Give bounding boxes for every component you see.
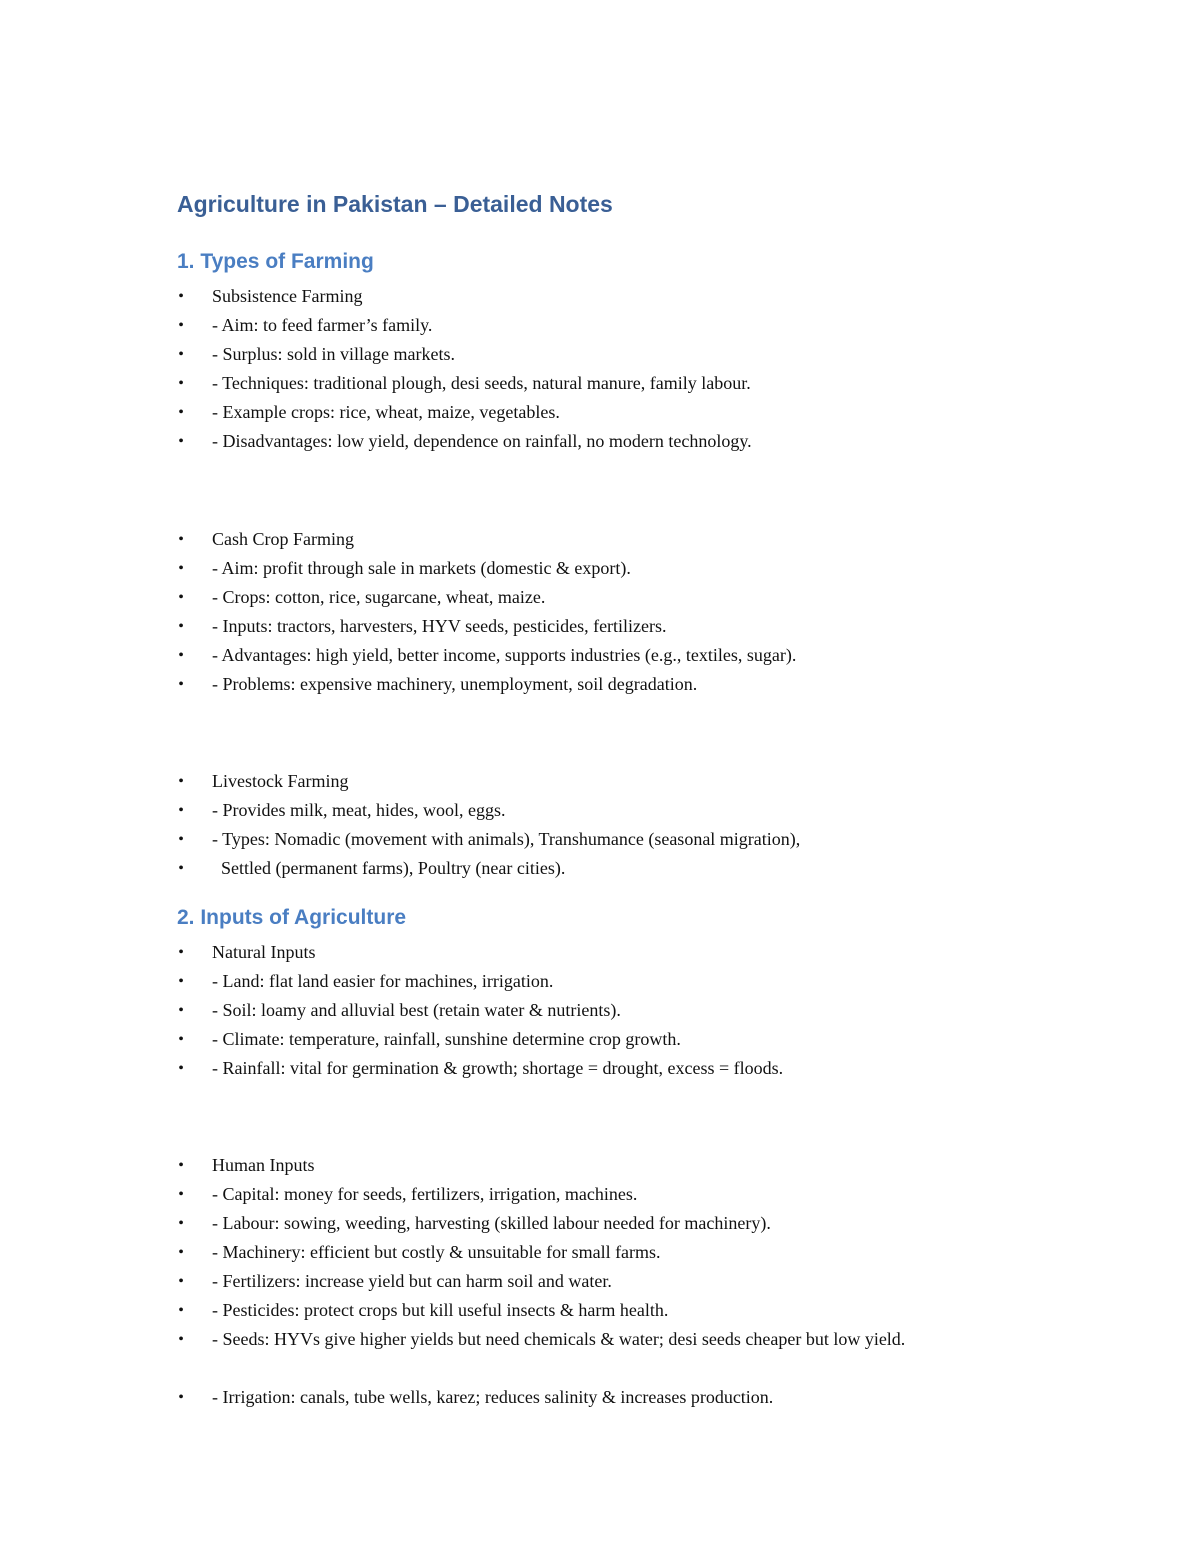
list-item-text: - Land: flat land easier for machines, irrigation.	[212, 971, 554, 991]
list-item-text: - Rainfall: vital for germination & growth; shortage = drought, excess = floods.	[212, 1058, 784, 1078]
bullet-icon: •	[178, 773, 184, 790]
bullet-icon: •	[178, 1002, 184, 1019]
list-item-text: - Problems: expensive machinery, unemployment, soil degradation.	[212, 674, 698, 694]
list-item-text: Settled (permanent farms), Poultry (near cities).	[212, 858, 566, 878]
bullet-icon: •	[178, 1302, 184, 1319]
list-item-text: - Pesticides: protect crops but kill useful insects & harm health.	[212, 1300, 669, 1320]
list-item-text: - Types: Nomadic (movement with animals), Transhumance (seasonal migration),	[212, 829, 801, 849]
list-item-text: - Aim: to feed farmer’s family.	[212, 315, 433, 335]
bullet-icon: •	[178, 1273, 184, 1290]
document-title: Agriculture in Pakistan – Detailed Notes	[177, 191, 613, 217]
list-item-text: - Machinery: efficient but costly & unsuitable for small farms.	[212, 1242, 661, 1262]
section-heading-types-of-farming: 1. Types of Farming	[177, 250, 374, 273]
list-item-text: - Example crops: rice, wheat, maize, vegetables.	[212, 402, 560, 422]
bullet-icon: •	[178, 973, 184, 990]
bullet-icon: •	[178, 1215, 184, 1232]
list-item-text: - Irrigation: canals, tube wells, karez; reduces salinity & increases production.	[212, 1387, 774, 1407]
bullet-icon: •	[178, 860, 184, 877]
list-item-text: - Climate: temperature, rainfall, sunshine determine crop growth.	[212, 1029, 681, 1049]
bullet-icon: •	[178, 618, 184, 635]
bullet-icon: •	[178, 404, 184, 421]
bullet-icon: •	[178, 589, 184, 606]
bullet-icon: •	[178, 944, 184, 961]
bullet-icon: •	[178, 1186, 184, 1203]
bullet-icon: •	[178, 1060, 184, 1077]
list-item-text: - Provides milk, meat, hides, wool, eggs.	[212, 800, 506, 820]
list-item-text: Livestock Farming	[212, 771, 349, 791]
bullet-icon: •	[178, 560, 184, 577]
list-item-text: - Labour: sowing, weeding, harvesting (skilled labour needed for machinery).	[212, 1213, 771, 1233]
bullet-icon: •	[178, 1331, 184, 1348]
list-item-text: - Aim: profit through sale in markets (domestic & export).	[212, 558, 631, 578]
list-item-text: Cash Crop Farming	[212, 529, 354, 549]
list-item-text: - Seeds: HYVs give higher yields but need chemicals & water; desi seeds cheaper but low yield.	[212, 1329, 906, 1349]
list-item-text: - Surplus: sold in village markets.	[212, 344, 455, 364]
bullet-icon: •	[178, 346, 184, 363]
bullet-icon: •	[178, 288, 184, 305]
list-item-text: Subsistence Farming	[212, 286, 363, 306]
bullet-icon: •	[178, 1389, 184, 1406]
list-item-text: - Techniques: traditional plough, desi seeds, natural manure, family labour.	[212, 373, 751, 393]
bullet-icon: •	[178, 433, 184, 450]
bullet-icon: •	[178, 676, 184, 693]
section-heading-inputs-of-agriculture: 2. Inputs of Agriculture	[177, 906, 407, 929]
bullet-icon: •	[178, 375, 184, 392]
list-item-text: - Disadvantages: low yield, dependence on rainfall, no modern technology.	[212, 431, 752, 451]
bullet-icon: •	[178, 647, 184, 664]
bullet-icon: •	[178, 1244, 184, 1261]
list-item-text: Human Inputs	[212, 1155, 315, 1175]
bullet-icon: •	[178, 1031, 184, 1048]
bullet-icon: •	[178, 831, 184, 848]
list-item-text: - Inputs: tractors, harvesters, HYV seeds, pesticides, fertilizers.	[212, 616, 667, 636]
list-item-text: - Fertilizers: increase yield but can harm soil and water.	[212, 1271, 612, 1291]
bullet-icon: •	[178, 531, 184, 548]
bullet-icon: •	[178, 1157, 184, 1174]
list-item-text: - Capital: money for seeds, fertilizers, irrigation, machines.	[212, 1184, 638, 1204]
list-item-text: - Soil: loamy and alluvial best (retain water & nutrients).	[212, 1000, 621, 1020]
bullet-icon: •	[178, 317, 184, 334]
list-item-text: Natural Inputs	[212, 942, 316, 962]
list-item-text: - Crops: cotton, rice, sugarcane, wheat, maize.	[212, 587, 546, 607]
bullet-icon: •	[178, 802, 184, 819]
list-item-text: - Advantages: high yield, better income, supports industries (e.g., textiles, sugar).	[212, 645, 797, 665]
